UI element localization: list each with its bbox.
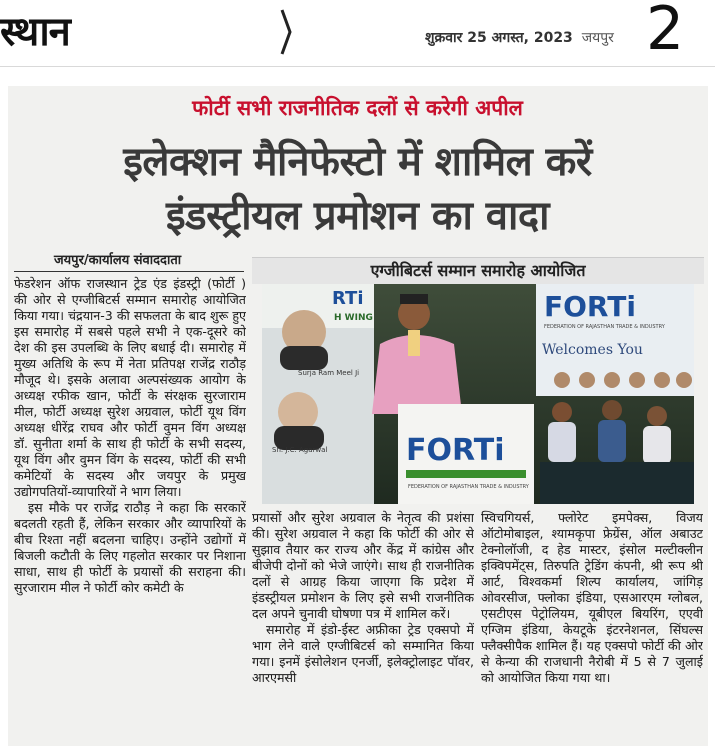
chevron-right-icon bbox=[278, 8, 300, 56]
event-photo bbox=[262, 284, 694, 504]
paragraph: समारोह में इंडो-ईस्ट अफ्रीका ट्रेड एक्सपो में भाग लेने वाले एग्जीबिटर्स को सम्मानित किया गया। इनमें इंसोलेशन एनर्जी, इलेक्ट्रोलाइट पॉवर, आरएमसी bbox=[252, 622, 474, 685]
article-column-3 bbox=[481, 510, 703, 746]
podium-subtitle: FEDERATION OF RAJASTHAN TRADE & INDUSTRY bbox=[408, 484, 529, 490]
article-headline-line2: इंडस्ट्रीयल प्रमोशन का वादा bbox=[166, 193, 549, 239]
article-headline-line1: इलेक्शन मैनिफेस्टो में शामिल करें bbox=[123, 139, 592, 185]
portrait-1-label: Surja Ram Meel Ji bbox=[298, 369, 360, 377]
paragraph: फेडरेशन ऑफ राजस्थान ट्रेड एंड इंडस्ट्री (फोर्टी ) की ओर से एग्जीबिटर्स सम्मान समारोह आयोजित किया गया। चंद्रयान-3 की सफलता के बाद शुरू हुए इस समारोह में सबसे पहले सभी ने एक-दूसरे को देश की इस उपलब्धि के लिए बधाई दी। समारोह में मुख्य अतिथि के रूप में नेता प्रतिपक्ष राजेंद्र राठौड़ मौजूद थे। इसके अलावा अल्पसंख्यक आयोग के अध्यक्ष रफीक खान, फोर्टी के संरक्षक सुरजाराम मील, फोर्टी अध्यक्ष सुरेश अग्रवाल, फोर्टी यूथ विंग अध्यक्ष धीरेंद्र राघव और फोर्टी वुमन विंग अध्यक्ष डॉ. सुनीता शर्मा के साथ ही फोर्टी के सभी सदस्य, यूथ विंग और वुमन विंग के सदस्य, फोर्टी की सभी कमेटियों के सदस्य और जयपुर के प्रमुख उद्योगपतियों-व्यापारियों ने भाग लिया। bbox=[14, 276, 246, 499]
article-column-1 bbox=[14, 276, 246, 744]
article-byline: जयपुर/कार्यालय संवाददाता bbox=[14, 250, 244, 272]
paragraph: प्रयासों और सुरेश अग्रवाल के नेतृत्व की प्रशंसा की। सुरेश अग्रवाल ने कहा कि फोर्टी की ओर से सुझाव तैयार कर राज्य और केंद्र में कांग्रेस और बीजेपी दोनों को भेजे जाएंगे। साथ ही राजनीतिक दलों से आग्रह किया जाएगा कि प्रदेश में इंडस्ट्रीयल प्रमोशन के लिए इसे सभी राजनीतिक दल अपने चुनावी घोषणा पत्र में शामिल करें। bbox=[252, 510, 474, 621]
article-column-2 bbox=[252, 510, 474, 746]
section-name: स्थान bbox=[0, 9, 70, 55]
page-number: 2 bbox=[646, 0, 685, 64]
portrait-2-label: Sh. J.C. Agarwal bbox=[272, 446, 328, 454]
issue-date: शुक्रवार 25 अगस्त, 2023 bbox=[425, 30, 573, 46]
page-header bbox=[0, 0, 715, 67]
welcome-banner bbox=[536, 284, 694, 396]
issue-city: जयपुर bbox=[581, 30, 614, 46]
banner-brand: FORTi bbox=[544, 290, 636, 323]
paragraph: इस मौके पर राजेंद्र राठौड़ ने कहा कि सरकारें बदलती रहती हैं, लेकिन सरकार और व्यापारियों के बीच रिश्ता नहीं बदलना चाहिए। उन्होंने उद्योगों में बिजली कटौती के लिए गहलोत सरकार पर निशाना साधा, साथ ही फोर्टी के प्रयासों की सराहना की। सुरजाराम मील ने फोर्टी कोर कमेटी के bbox=[14, 500, 246, 595]
event-photo-illustration bbox=[262, 284, 694, 504]
paragraph: स्विचगियर्स, फ्लोरेट इमपेक्स, विजय ऑटोमोबाइल, श्यामकृपा फ्रेग्रेंस, ऑल अबाउट टेक्नोलॉजी, द हेड मास्टर, इंसोल मल्टीक्लीन इक्विपमेंट्स, तिरुपति ट्रेडिंग कंपनी, श्री रूप श्री आर्ट, विश्वकर्मा शिल्प कार्यालय, जांगिड़ ओवरसीज, फ्लोका इंडिया, एसआरएम ग्लोबल, एसटीएस पेट्रोलियम, यूबीएल बियरिंग, एएवी एग्जिम इंडिया, केयटूके इंटरनेशनल, सिंघल्स फ्लैक्सीपैक शामिल हैं। यह एक्सपो फोर्टी की ओर से केन्या की राजधानी नैरोबी में 5 से 7 जुलाई को आयोजित किया गया था। bbox=[481, 510, 703, 685]
banner-welcome: Welcomes You bbox=[542, 342, 643, 358]
left-banner-text: RTi bbox=[332, 288, 364, 309]
podium bbox=[398, 404, 534, 504]
podium-brand: FORTi bbox=[406, 433, 505, 468]
article-kicker: फोर्टी सभी राजनीतिक दलों से करेगी अपील bbox=[192, 96, 523, 120]
left-banner-wing: H WING bbox=[334, 313, 373, 323]
photo-caption: एग्जीबिटर्स सम्मान समारोह आयोजित bbox=[252, 257, 704, 284]
dateline bbox=[425, 28, 614, 47]
banner-subtitle: FEDERATION OF RAJASTHAN TRADE & INDUSTRY bbox=[544, 324, 665, 330]
